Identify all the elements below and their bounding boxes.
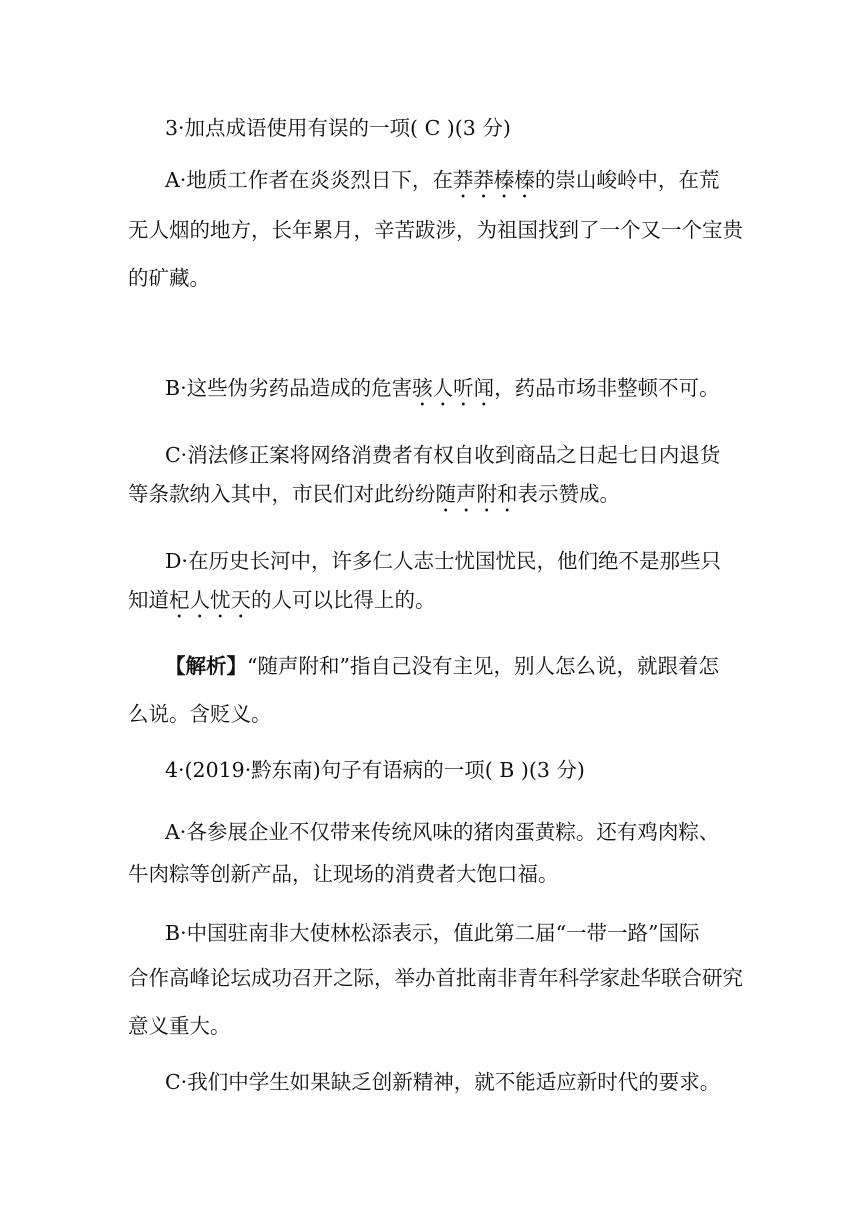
q3-option-c-line-2 <box>128 480 620 517</box>
q3-option-a-line-2: 无人烟的地方，长年累月，辛苦跋涉，为祖国找到了一个又一个宝贵 <box>128 218 743 242</box>
analysis-tag: 【解析】 <box>165 654 247 678</box>
question-3-stem: 3·加点成语使用有误的一项( C )(3 分) <box>165 116 511 140</box>
q3-option-a-dotted-idiom: 莽莽榛榛 <box>452 168 535 192</box>
question-4-stem: 4·(2019·黔东南)句子有语病的一项( B )(3 分) <box>165 758 585 782</box>
q4-option-b-line-3: 意义重大。 <box>128 1014 231 1038</box>
q4-option-c-line-1: C·我们中学生如果缺乏创新精神，就不能适应新时代的要求。 <box>165 1070 721 1094</box>
q3-option-c-text: 等条款纳入其中，市民们对此纷纷 <box>128 482 436 506</box>
q4-option-a-line-1: A·各参展企业不仅带来传统风味的猪肉蛋黄粽。还有鸡肉粽、 <box>165 820 720 844</box>
q3-option-b-text: B·这些伪劣药品造成的危害 <box>165 376 413 400</box>
q3-option-c-text-end: 表示赞成。 <box>517 482 620 506</box>
q3-option-b-text-end: ，药品市场非整顿不可。 <box>494 376 720 400</box>
q3-option-a-text: A·地质工作者在炎炎烈日下，在 <box>165 168 453 192</box>
q3-analysis-line-1 <box>165 652 719 680</box>
analysis-text: “随声附和”指自己没有主见，别人怎么说，就跟着怎 <box>247 654 719 678</box>
q3-option-d-text: 知道 <box>128 588 169 612</box>
q4-option-b-line-2: 合作高峰论坛成功召开之际，举办首批南非青年科学家赴华联合研究 <box>128 966 743 990</box>
q3-option-d-text-end: 的人可以比得上的。 <box>251 588 436 612</box>
q3-analysis-line-2: 么说。含贬义。 <box>128 702 272 726</box>
q3-option-d-line-1: D·在历史长河中，许多仁人志士忧国忧民，他们绝不是那些只 <box>165 549 721 573</box>
q3-option-b-dotted-idiom: 骇人听闻 <box>412 376 495 400</box>
q3-option-d-dotted-idiom: 杞人忧天 <box>169 588 251 612</box>
q3-option-a-line-3: 的矿藏。 <box>128 266 210 290</box>
q4-option-a-line-2: 牛肉粽等创新产品，让现场的消费者大饱口福。 <box>128 862 559 886</box>
q3-option-c-line-1: C·消法修正案将网络消费者有权自收到商品之日起七日内退货 <box>165 443 721 467</box>
q4-option-b-line-1: B·中国驻南非大使林松添表示，值此第二届“一带一路”国际 <box>165 921 700 945</box>
q3-option-b <box>165 374 720 411</box>
q3-option-d-line-2 <box>128 586 436 623</box>
q3-option-c-dotted-idiom: 随声附和 <box>435 482 518 506</box>
q3-option-a-text-end: 的崇山峻岭中，在荒 <box>534 168 720 192</box>
q3-option-a-line-1 <box>165 166 719 203</box>
